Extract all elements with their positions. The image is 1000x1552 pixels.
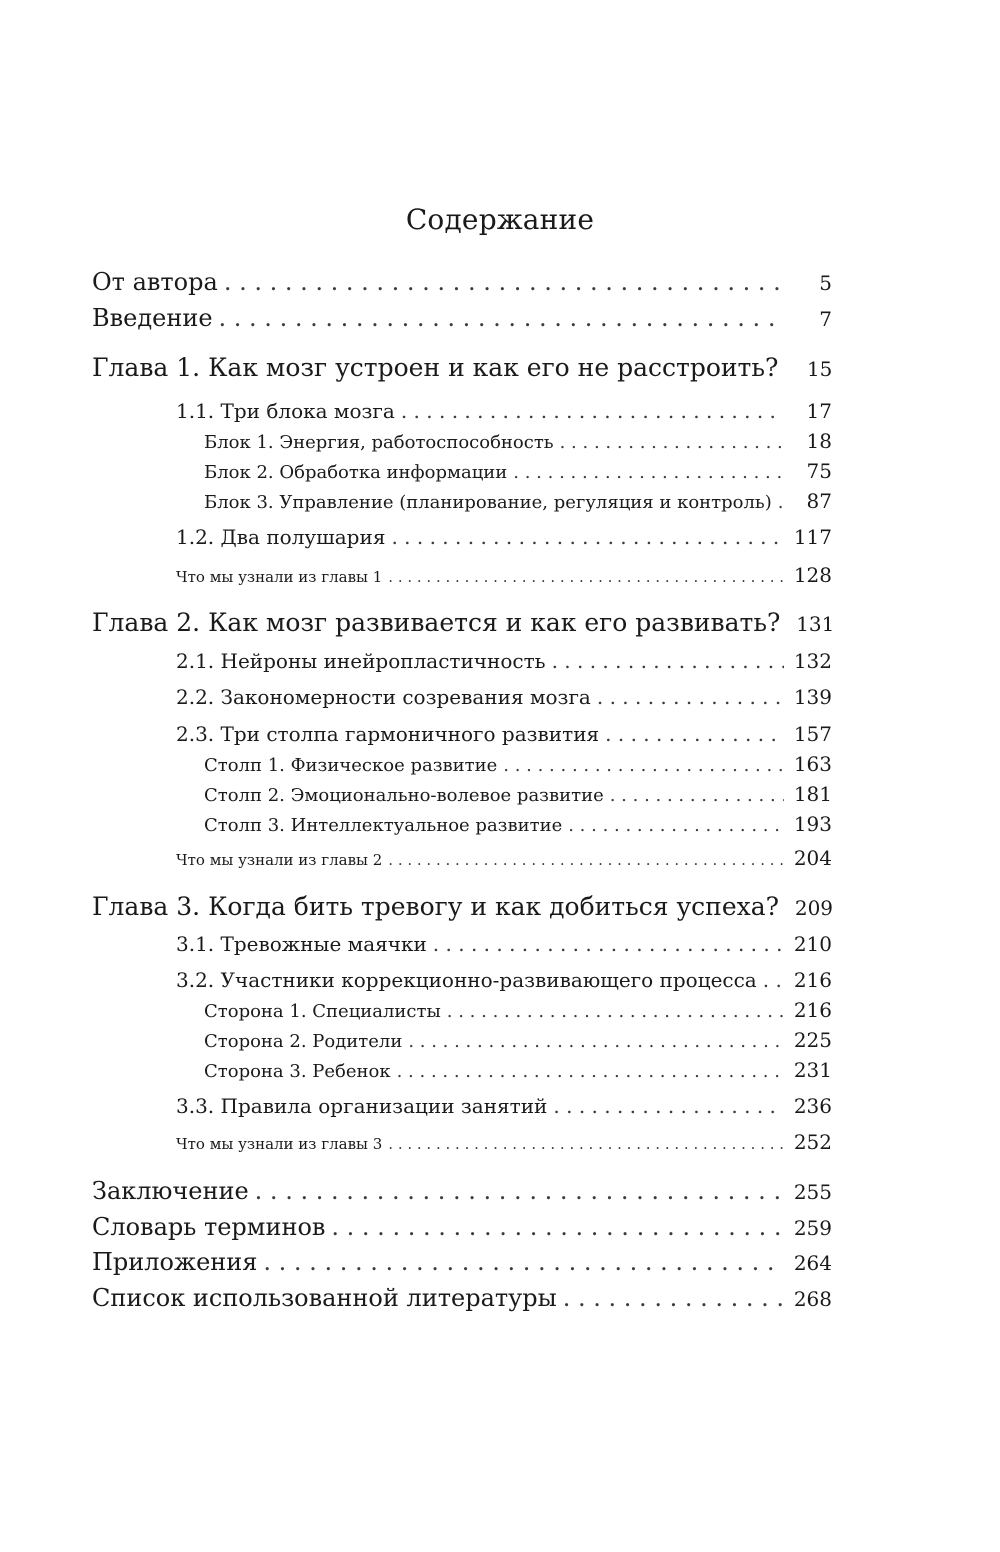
toc-leader-dots [553, 1092, 784, 1120]
toc-leader-dots [560, 430, 784, 456]
toc-entry-page: 231 [793, 1058, 832, 1082]
toc-entry-page: 131 [796, 612, 835, 636]
toc-subsection-entry[interactable] [204, 488, 832, 516]
toc-entry-label: 2.3. Три столпа гармоничного развития [176, 722, 600, 746]
toc-entry-page: 163 [793, 752, 832, 776]
toc-entry-page: 7 [819, 307, 832, 331]
toc-entry-label: Блок 3. Управление (планирование, регуляция и контроль) [204, 492, 772, 513]
toc-entry-page: 181 [793, 782, 832, 806]
toc-entry-label: Глава 3. Когда бить тревогу и как добиться успеха? [92, 892, 780, 921]
toc-entry-page: 132 [793, 649, 832, 673]
toc-entry-label: Что мы узнали из главы 1 [176, 568, 383, 586]
toc-entry-page: 259 [793, 1216, 832, 1240]
toc-leader-dots [388, 565, 784, 589]
toc-entry-page: 264 [793, 1251, 832, 1275]
toc-leader-dots [433, 930, 784, 958]
toc-leader-dots [610, 783, 784, 809]
toc-entry-page: 210 [793, 932, 832, 956]
toc-entry-label: Введение [92, 304, 213, 332]
toc-subsection-entry[interactable] [204, 997, 832, 1025]
toc-leader-dots [263, 1246, 784, 1278]
toc-subsection-entry[interactable] [204, 428, 832, 456]
toc-leader-dots [552, 647, 784, 675]
toc-entry-page: 225 [793, 1028, 832, 1052]
toc-subsection-entry[interactable] [204, 1027, 832, 1055]
toc-entry-page: 128 [793, 563, 832, 587]
toc-entry-page: 204 [793, 846, 832, 870]
toc-entry-label: Что мы узнали из главы 3 [176, 1135, 383, 1153]
toc-section-entry[interactable] [176, 523, 832, 551]
toc-section-entry[interactable] [176, 930, 832, 958]
toc-section-entry[interactable] [176, 647, 832, 675]
toc-chapter-entry[interactable] [92, 890, 832, 925]
toc-entry[interactable] [92, 266, 832, 299]
toc-entry-label: 2.1. Нейроны инейропластичность [176, 649, 546, 673]
toc-leader-dots [763, 966, 784, 994]
toc-section-entry[interactable] [176, 720, 832, 748]
toc-subsection-entry[interactable] [204, 1057, 832, 1085]
toc-leader-dots [563, 1282, 784, 1314]
toc-section-entry[interactable] [176, 1092, 832, 1120]
toc-entry-label: 1.1. Три блока мозга [176, 399, 395, 423]
toc-entry-page: 117 [793, 525, 832, 549]
toc-leader-dots [331, 1211, 784, 1243]
toc-entry-page: 157 [793, 722, 832, 746]
toc-leader-dots [513, 460, 784, 486]
toc-entry-page: 255 [793, 1180, 832, 1204]
toc-entry-label: 3.1. Тревожные маячки [176, 932, 427, 956]
toc-section-entry[interactable] [176, 966, 832, 994]
toc-entry-label: 3.2. Участники коррекционно-развивающего процесса [176, 968, 757, 992]
toc-subsection-entry[interactable] [204, 751, 832, 779]
toc-entry-page: 236 [793, 1094, 832, 1118]
toc-subsection-entry[interactable] [204, 458, 832, 486]
toc-section-entry[interactable] [176, 683, 832, 711]
toc-entry-page: 209 [794, 896, 834, 920]
toc-entry-label: 1.2. Два полушария [176, 525, 386, 549]
toc-entry-label: Сторона 3. Ребенок [204, 1061, 391, 1082]
toc-entry-label: От автора [92, 268, 218, 296]
toc-leader-dots [568, 813, 784, 839]
toc-entry-label: Список использованной литературы [92, 1284, 557, 1312]
toc-leader-dots [778, 490, 784, 516]
toc-entry-label: Сторона 1. Специалисты [204, 1001, 441, 1022]
toc-entry-page: 193 [793, 812, 832, 836]
toc-entry-page: 216 [793, 968, 832, 992]
table-of-contents [92, 0, 835, 1552]
toc-leader-dots [401, 397, 784, 425]
toc-entry-page: 252 [793, 1130, 832, 1154]
toc-leader-dots [388, 848, 784, 872]
toc-leader-dots [503, 753, 784, 779]
toc-entry-page: 5 [819, 271, 832, 295]
toc-leader-dots [605, 720, 784, 748]
toc-summary-entry[interactable] [176, 1130, 832, 1156]
toc-entry-label: Что мы узнали из главы 2 [176, 851, 383, 869]
toc-entry-label: Блок 2. Обработка информации [204, 462, 508, 483]
toc-entry[interactable] [92, 1282, 832, 1315]
toc-entry-label: Глава 2. Как мозг развивается и как его развивать? [92, 608, 781, 637]
toc-section-entry[interactable] [176, 397, 832, 425]
toc-entry[interactable] [92, 1211, 832, 1244]
toc-entry-label: Столп 2. Эмоционально-волевое развитие [204, 785, 604, 806]
toc-entry-label: Приложения [92, 1248, 258, 1276]
toc-entry-label: Словарь терминов [92, 1213, 326, 1241]
toc-leader-dots [388, 1132, 784, 1156]
toc-entry-page: 216 [793, 998, 832, 1022]
toc-entry-page: 15 [806, 357, 833, 381]
toc-entry[interactable] [92, 1175, 832, 1208]
toc-entry-label: Заключение [92, 1177, 249, 1205]
toc-leader-dots [391, 523, 784, 551]
toc-entry[interactable] [92, 302, 832, 335]
toc-leader-dots [397, 1059, 784, 1085]
toc-entry-page: 139 [793, 685, 832, 709]
toc-summary-entry[interactable] [176, 563, 832, 589]
toc-entry-label: Столп 3. Интеллектуальное развитие [204, 815, 563, 836]
toc-entry-label: 3.3. Правила организации занятий [176, 1094, 548, 1118]
toc-leader-dots [224, 266, 784, 298]
toc-entry-page: 268 [793, 1287, 832, 1311]
toc-leader-dots [255, 1175, 784, 1207]
toc-entry[interactable] [92, 1246, 832, 1279]
page-title: Содержание [405, 203, 595, 236]
toc-leader-dots [597, 683, 784, 711]
toc-entry-label: Глава 1. Как мозг устроен и как его не расстроить? [92, 353, 779, 382]
toc-summary-entry[interactable] [176, 846, 832, 872]
toc-entry-label: Блок 1. Энергия, работоспособность [204, 432, 554, 453]
toc-subsection-entry[interactable] [204, 811, 832, 839]
toc-entry-label: 2.2. Закономерности созревания мозга [176, 685, 591, 709]
toc-entry-page: 75 [806, 459, 832, 483]
toc-entry-page: 87 [806, 489, 832, 513]
toc-leader-dots [447, 999, 784, 1025]
toc-entry-label: Сторона 2. Родители [204, 1031, 403, 1052]
toc-entry-page: 17 [806, 399, 832, 423]
toc-subsection-entry[interactable] [204, 781, 832, 809]
toc-chapter-entry[interactable] [92, 606, 835, 641]
toc-entry-label: Столп 1. Физическое развитие [204, 755, 498, 776]
toc-entry-page: 18 [806, 429, 832, 453]
toc-leader-dots [219, 302, 784, 334]
toc-chapter-entry[interactable] [92, 351, 832, 386]
toc-leader-dots [408, 1029, 784, 1055]
